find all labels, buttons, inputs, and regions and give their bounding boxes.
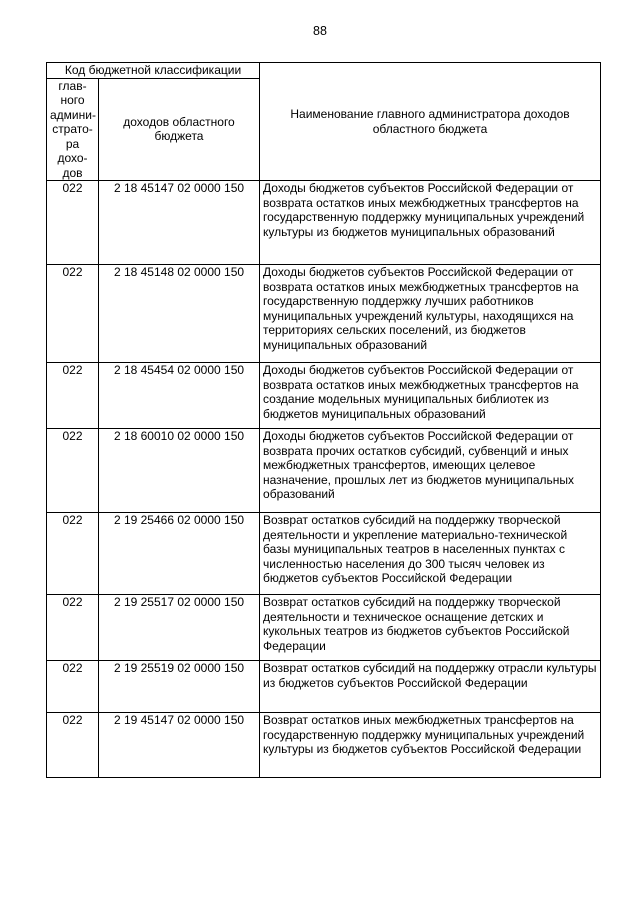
cell-income-name: Доходы бюджетов субъектов Российской Федерации от возврата остатков иных межбюджетных трансфертов на государственную поддержку муниципальных учреждений культуры из бюджетов муниципальных образований [260, 181, 601, 265]
table-row [47, 595, 601, 661]
cell-admin-code: 022 [47, 661, 99, 713]
cell-admin-code: 022 [47, 429, 99, 513]
table-row [47, 513, 601, 595]
header-main-administrator: глав-ного админи-страто-ра дохо-дов [47, 78, 99, 181]
cell-income-code: 2 18 45148 02 0000 150 [99, 265, 260, 363]
table-body [47, 181, 601, 778]
table-header-row [47, 63, 601, 79]
cell-income-code: 2 19 25519 02 0000 150 [99, 661, 260, 713]
table-row [47, 661, 601, 713]
cell-income-code: 2 18 45147 02 0000 150 [99, 181, 260, 265]
table-row [47, 363, 601, 429]
cell-admin-code: 022 [47, 513, 99, 595]
cell-admin-code: 022 [47, 181, 99, 265]
cell-income-name: Возврат остатков субсидий на поддержку творческой деятельности и укрепление материально-технической базы муниципальных театров в населенных пунктах с численностью населения до 300 тысяч человек из бюджетов субъектов Российской Федерации [260, 513, 601, 595]
header-regional-income: доходов областного бюджета [99, 78, 260, 181]
cell-income-code: 2 18 45454 02 0000 150 [99, 363, 260, 429]
table-row [47, 181, 601, 265]
cell-admin-code: 022 [47, 713, 99, 778]
budget-classification-table [46, 62, 601, 778]
cell-admin-code: 022 [47, 595, 99, 661]
cell-income-name: Возврат остатков субсидий на поддержку отрасли культуры из бюджетов субъектов Российской Федерации [260, 661, 601, 713]
cell-income-name: Доходы бюджетов субъектов Российской Федерации от возврата прочих остатков субсидий, субвенций и иных межбюджетных трансфертов, имеющих целевое назначение, прошлых лет из бюджетов муниципальных образований [260, 429, 601, 513]
page-number: 88 [313, 24, 327, 38]
cell-income-name: Возврат остатков субсидий на поддержку творческой деятельности и техническое оснащение детских и кукольных театров из бюджетов субъектов Российской Федерации [260, 595, 601, 661]
cell-income-name: Доходы бюджетов субъектов Российской Федерации от возврата остатков иных межбюджетных трансфертов на государственную поддержку лучших работников муниципальных учреждений культуры, находящихся на территориях сельских поселений, из бюджетов муниципальных образований [260, 265, 601, 363]
cell-income-code: 2 19 25466 02 0000 150 [99, 513, 260, 595]
header-administrator-name: Наименование главного администратора доходов областного бюджета [260, 63, 601, 181]
cell-admin-code: 022 [47, 265, 99, 363]
cell-income-code: 2 18 60010 02 0000 150 [99, 429, 260, 513]
cell-income-code: 2 19 45147 02 0000 150 [99, 713, 260, 778]
cell-income-name: Доходы бюджетов субъектов Российской Федерации от возврата остатков иных межбюджетных трансфертов на создание модельных муниципальных библиотек из бюджетов муниципальных образований [260, 363, 601, 429]
table-row [47, 265, 601, 363]
cell-income-name: Возврат остатков иных межбюджетных трансфертов на государственную поддержку муниципальных учреждений культуры из бюджетов субъектов Российской Федерации [260, 713, 601, 778]
cell-income-code: 2 19 25517 02 0000 150 [99, 595, 260, 661]
table-row [47, 713, 601, 778]
cell-admin-code: 022 [47, 363, 99, 429]
table-row [47, 429, 601, 513]
header-classification-group: Код бюджетной классификации [47, 63, 260, 79]
